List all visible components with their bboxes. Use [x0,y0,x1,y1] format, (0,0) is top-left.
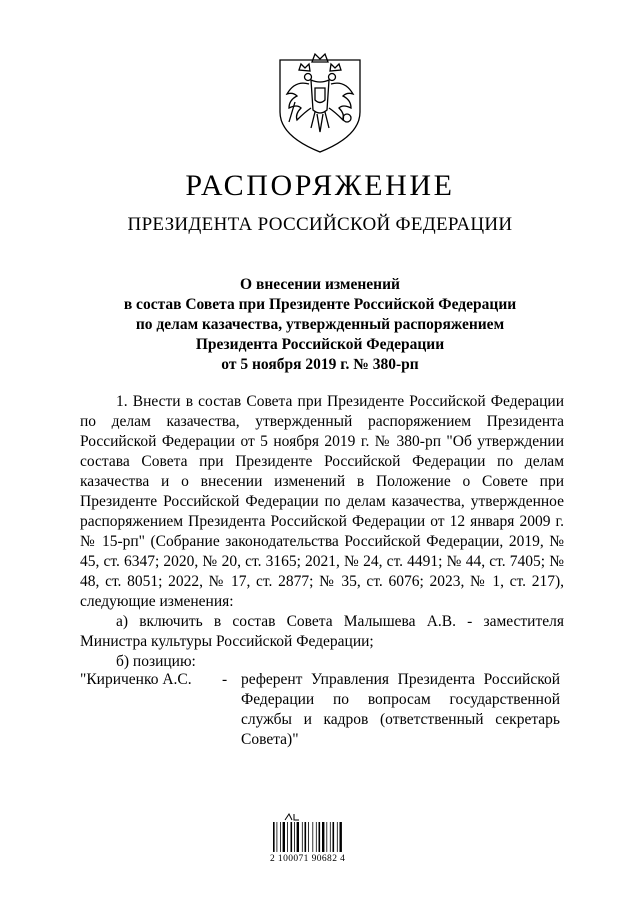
heading-line: Президента Российской Федерации [195,336,445,353]
barcode-mark-icon [283,812,303,822]
paragraph-item-1: 1. Внести в состав Совета при Президенте Российской Федерации по делам казачества, утвержденный распоряжением Президента Российской Федерации от 5 ноября 2019 г. № 380-рп "Об утверждении состава Совета при Президенте Российской Федерации по делам казачества и о внесении изменений в Положение о Совете при Президенте Российской Федерации по делам казачества, утвержденное распоряжением Президента Российской Федерации от 12 января 2009 г. № 15-рп" (Собрание законодательства Российской Федерации, 2019, № 45, ст. 6347; 2020, № 20, ст. 3165; 2021, № 24, ст. 4491; № 44, ст. 7405; № 48, ст. 8051; 2022, № 17, ст. 2877; № 35, ст. 6076; 2023, № 1, ст. 217), следующие изменения: [80,393,564,610]
heading-line: от 5 ноября 2019 г. № 380-рп [221,356,419,373]
barcode-number: 2 100071 90682 4 [270,854,346,864]
state-emblem-icon [275,50,365,158]
heading-line: по делам казачества, утвержденный распоряжением [135,316,505,333]
paragraph-subitem-b: б) позицию: [116,653,196,670]
document-heading [60,275,580,375]
document-title: РАСПОРЯЖЕНИЕ [185,169,455,202]
barcode [272,812,362,868]
position-description: референт Управления Президента Российской Федерации по вопросам государственной службы и кадров (ответственный секретарь Совета)" [241,671,560,748]
document-body [80,392,564,672]
position-dash: - [222,671,228,688]
paragraph-subitem-a: а) включить в состав Совета Малышева А.В. - заместителя Министра культуры Российской Федерации; [80,613,564,650]
barcode-icon [272,822,352,852]
heading-line: О внесении изменений [240,276,400,293]
position-name: "Кириченко А.С. [80,671,192,688]
document-subtitle: ПРЕЗИДЕНТА РОССИЙСКОЙ ФЕДЕРАЦИИ [127,214,513,235]
heading-line: в состав Совета при Президенте Российской Федерации [123,296,517,313]
